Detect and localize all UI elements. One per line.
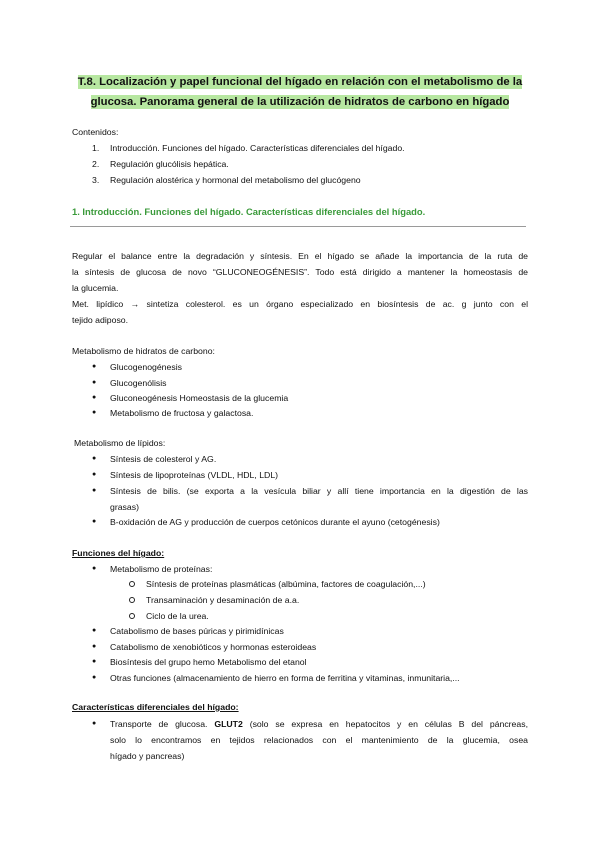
bullet-icon: ● xyxy=(92,643,97,650)
list-item: Síntesis de bilis. (se exporta a la vesícula biliar y allí tiene importancia en la digestión de las xyxy=(110,486,528,496)
list-item: Glucogenólisis xyxy=(110,378,167,388)
intro-line: la síntesis de glucosa de novo “GLUCONEOGÉNESIS”. Todo está dirigido a mantener la homeostasis de xyxy=(72,267,528,277)
list-item: Catabolismo de xenobióticos y hormonas esteroideas xyxy=(110,642,317,652)
list-item-continuation: grasas) xyxy=(110,502,139,512)
bullet-icon: ● xyxy=(92,565,97,572)
functions-heading: Funciones del hígado: xyxy=(72,548,165,558)
bullet-icon: ● xyxy=(92,658,97,665)
list-item: Glucogenogénesis xyxy=(110,362,182,372)
title-line-2: glucosa. Panorama general de la utilización de hidratos de carbono en hígado xyxy=(90,96,510,108)
sub-list-item: Ciclo de la urea. xyxy=(146,611,209,621)
list-item-continuation: hígado y pancreas) xyxy=(110,751,185,761)
contents-item: Regulación alostérica y hormonal del metabolismo del glucógeno xyxy=(110,175,361,185)
contents-item: Introducción. Funciones del hígado. Características diferenciales del hígado. xyxy=(110,143,405,153)
page-title xyxy=(60,72,540,112)
intro-line: la glucemia. xyxy=(72,283,119,293)
bullet-icon: ● xyxy=(92,455,97,462)
item-rest: (solo se expresa en hepatocitos y en células B del páncreas, xyxy=(249,719,528,729)
sub-list-item: Síntesis de proteínas plasmáticas (albúmina, factores de coagulación,...) xyxy=(146,579,426,589)
item-prefix: Transporte de glucosa. xyxy=(110,719,208,729)
list-item: Síntesis de lipoproteínas (VLDL, HDL, LDL) xyxy=(110,470,279,480)
contents-num: 1. xyxy=(92,143,100,153)
contents-item: Regulación glucólisis hepática. xyxy=(110,159,229,169)
bullet-icon: ● xyxy=(92,394,97,401)
bullet-icon: ● xyxy=(92,487,97,494)
circle-bullet-icon xyxy=(129,613,135,619)
intro-line: tejido adiposo. xyxy=(72,315,129,325)
bullet-icon: ● xyxy=(92,627,97,634)
list-item: Biosíntesis del grupo hemo Metabolismo del etanol xyxy=(110,657,307,667)
bullet-icon: ● xyxy=(92,720,97,727)
bullet-icon: ● xyxy=(92,674,97,681)
contents-label: Contenidos: xyxy=(72,127,119,137)
carbohydrates-label: Metabolismo de hidratos de carbono: xyxy=(72,346,215,356)
title-line-1: T.8. Localización y papel funcional del hígado en relación con el metabolismo de la xyxy=(77,76,523,88)
list-item-continuation: solo lo encontramos en tejidos relacionados con el mantenimiento de la glucemia, osea xyxy=(110,735,528,745)
sub-list-item: Transaminación y desaminación de a.a. xyxy=(146,595,300,605)
list-item: Metabolismo de proteínas: xyxy=(110,564,213,574)
circle-bullet-icon xyxy=(129,597,135,603)
intro-line: Regular el balance entre la degradación y síntesis. En el hígado se añade la importancia de la ruta de xyxy=(72,251,528,261)
circle-bullet-icon xyxy=(129,581,135,587)
bullet-icon: ● xyxy=(92,518,97,525)
lipids-label: Metabolismo de lípidos: xyxy=(74,438,166,448)
section-divider xyxy=(70,226,526,227)
bullet-icon: ● xyxy=(92,363,97,370)
characteristics-heading: Características diferenciales del hígado: xyxy=(72,702,239,712)
intro-line: Met. lipídico → sintetiza colesterol. es un órgano especializado en biosíntesis de ac. g junto con el xyxy=(72,299,528,309)
contents-num: 3. xyxy=(92,175,100,185)
list-item: Síntesis de colesterol y AG. xyxy=(110,454,217,464)
section-heading: 1. Introducción. Funciones del hígado. Características diferenciales del hígado. xyxy=(72,206,426,217)
bullet-icon: ● xyxy=(92,471,97,478)
list-item: Metabolismo de fructosa y galactosa. xyxy=(110,408,254,418)
list-item: B-oxidación de AG y producción de cuerpos cetónicos durante el ayuno (cetogénesis) xyxy=(110,517,440,527)
list-item: Gluconeogénesis Homeostasis de la glucemia xyxy=(110,393,289,403)
bullet-icon: ● xyxy=(92,379,97,386)
list-item: Otras funciones (almacenamiento de hierro en forma de ferritina y vitaminas, inmunitaria,... xyxy=(110,673,460,683)
list-item: Catabolismo de bases púricas y pirimidínicas xyxy=(110,626,284,636)
bullet-icon: ● xyxy=(92,409,97,416)
contents-num: 2. xyxy=(92,159,100,169)
list-item xyxy=(110,716,528,732)
glut2-term: GLUT2 xyxy=(214,719,243,729)
